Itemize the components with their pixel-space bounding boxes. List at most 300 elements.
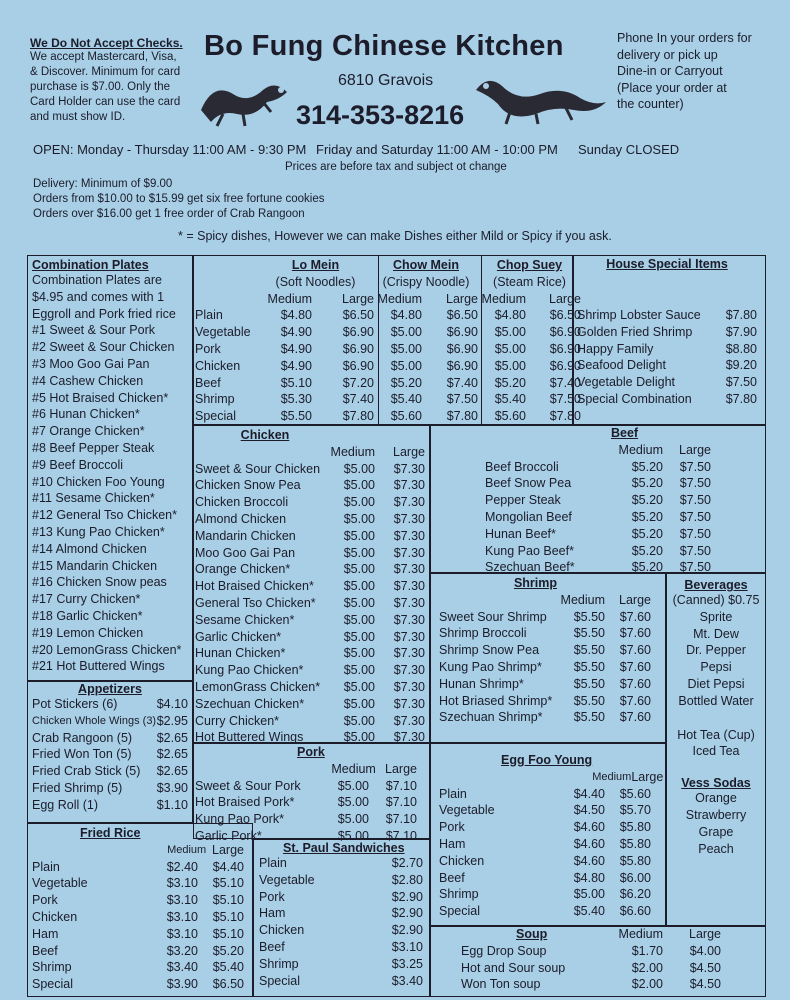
item-price-large: $7.50 xyxy=(679,560,711,575)
item-name: Ham xyxy=(259,906,286,921)
item-name: Egg Roll (1) xyxy=(32,797,98,812)
item-price-medium: $5.00 xyxy=(337,812,369,827)
combination-intro: Combination Plates are xyxy=(32,273,162,287)
item-price-cs_l: $7.50 xyxy=(549,392,581,407)
item-price-medium: $5.00 xyxy=(343,679,375,694)
item-price-lm_l: $7.40 xyxy=(342,392,374,407)
chop-suey-large-label: Large xyxy=(549,291,581,306)
item-name: Moo Goo Gai Pan xyxy=(195,545,296,560)
item-price-medium: $4.60 xyxy=(573,836,605,851)
item-price-medium: $5.00 xyxy=(343,612,375,627)
pork-row xyxy=(195,794,417,811)
spicy-note: * = Spicy dishes, However we can make Dishes either Mild or Spicy if you ask. xyxy=(178,229,612,243)
item-price-large: $5.10 xyxy=(212,876,244,891)
st-paul-table xyxy=(259,855,423,989)
chop-suey-subtitle: (Steam Rice) xyxy=(493,274,566,289)
item-name: Sweet & Sour Pork xyxy=(195,778,301,793)
egg-foo-young-row xyxy=(439,853,651,870)
item-price-lm_m: $5.50 xyxy=(280,409,312,424)
st-paul-row xyxy=(259,905,423,922)
item-name: Vegetable Delight xyxy=(577,375,675,390)
shrimp-section xyxy=(439,575,651,726)
hot-tea: Hot Tea (Cup) xyxy=(677,727,755,742)
item-price-large: $7.50 xyxy=(679,543,711,558)
pork-title: Pork xyxy=(297,745,325,759)
st-paul-row xyxy=(259,973,423,990)
fried-rice-large-label: Large xyxy=(212,842,244,857)
combination-item: #4 Cashew Chicken xyxy=(32,373,144,388)
item-price-medium: $3.40 xyxy=(166,960,198,975)
pork-row xyxy=(195,811,417,828)
item-name: Vegetable xyxy=(439,803,495,818)
lo-mein-subtitle: (Soft Noodles) xyxy=(275,274,356,289)
item-price-cm_l: $7.50 xyxy=(446,392,478,407)
item-price-large: $7.30 xyxy=(393,663,425,678)
item-price-medium: $5.50 xyxy=(573,693,605,708)
item-price-cm_l: $6.90 xyxy=(446,341,478,356)
chicken-row xyxy=(195,578,425,595)
item-name: Curry Chicken* xyxy=(195,713,280,728)
item-price-price: $3.25 xyxy=(391,956,423,971)
item-price-price: $2.65 xyxy=(156,730,188,745)
item-name: Chicken Whole Wings (3) xyxy=(32,714,157,727)
item-name: Beef xyxy=(195,375,221,390)
lo-mein-medium-label: Medium xyxy=(267,291,312,306)
combination-item: #9 Beef Broccoli xyxy=(32,457,124,472)
item-price-price: $7.80 xyxy=(725,308,757,322)
soup-header xyxy=(461,926,721,943)
item-price-lm_m: $4.90 xyxy=(280,325,312,340)
chicken-row xyxy=(195,477,425,494)
item-price-large: $7.30 xyxy=(393,730,425,745)
fried-rice-table xyxy=(32,859,244,993)
item-price-large: $5.10 xyxy=(212,893,244,908)
item-price-large: $4.00 xyxy=(689,943,721,958)
item-price-large: $7.10 xyxy=(385,795,417,810)
item-price-medium: $2.40 xyxy=(166,859,198,874)
item-price-large: $7.30 xyxy=(393,595,425,610)
combination-item: #7 Orange Chicken* xyxy=(32,424,145,439)
chop-suey-medium-label: Medium xyxy=(481,291,526,306)
item-name: Sweet Sour Shrimp xyxy=(439,609,547,624)
chicken-title: Chicken xyxy=(240,428,290,442)
shrimp-row xyxy=(439,659,651,676)
item-price-lm_m: $5.30 xyxy=(280,392,312,407)
pork-medium-label: Medium xyxy=(331,761,376,776)
item-price-lm_l: $6.90 xyxy=(342,325,374,340)
chicken-row xyxy=(195,511,425,528)
soup-title: Soup xyxy=(516,927,548,941)
fried-rice-row xyxy=(32,909,244,926)
item-price-medium: $5.20 xyxy=(631,543,663,558)
item-price-medium: $5.00 xyxy=(337,828,369,843)
item-price-price: $7.80 xyxy=(725,391,757,406)
phone-in-line: (Place your order at xyxy=(617,80,727,95)
item-name: Vegetable xyxy=(195,325,251,340)
item-price-medium: $4.50 xyxy=(573,803,605,818)
beef-section xyxy=(485,425,711,576)
item-name: Szechuan Chicken* xyxy=(195,696,305,711)
item-price-large: $6.00 xyxy=(619,870,651,885)
st-paul-row xyxy=(259,889,423,906)
item-price-price: $3.40 xyxy=(391,973,423,988)
noodle-row xyxy=(195,408,581,425)
item-name: Sweet & Sour Chicken xyxy=(195,461,321,476)
item-price-price: $2.65 xyxy=(156,764,188,779)
item-name: Chicken Snow Pea xyxy=(195,478,301,493)
item-name: Hunan Shrimp* xyxy=(439,676,524,691)
item-price-cs_m: $5.00 xyxy=(494,341,526,356)
item-price-cm_l: $7.80 xyxy=(446,409,478,424)
item-price-large: $7.30 xyxy=(393,696,425,711)
item-name: Kung Pao Beef* xyxy=(485,543,574,558)
canned-drink: Diet Pepsi xyxy=(687,676,745,691)
item-name: Shrimp Snow Pea xyxy=(439,643,540,658)
soup-large-label: Large xyxy=(689,927,721,941)
item-name: Shrimp xyxy=(195,392,235,407)
noodle-row xyxy=(195,324,581,341)
item-name: Golden Fried Shrimp xyxy=(577,324,693,339)
delivery-line: Delivery: Minimum of $9.00 xyxy=(33,178,173,190)
item-price-large: $7.50 xyxy=(679,459,711,474)
egg-foo-young-large-label: Large xyxy=(631,769,664,784)
chicken-row xyxy=(195,645,425,662)
house-special-row xyxy=(577,374,757,391)
item-price-medium: $5.20 xyxy=(631,493,663,508)
chicken-header xyxy=(195,427,425,461)
item-name: Kung Pao Chicken* xyxy=(195,663,304,678)
combination-section xyxy=(32,258,181,675)
item-price-large: $7.60 xyxy=(619,676,651,691)
egg-foo-young-header xyxy=(439,752,663,786)
item-price-large: $5.40 xyxy=(212,960,244,975)
item-price-lm_l: $7.80 xyxy=(342,409,374,424)
phone-in-line: delivery or pick up xyxy=(617,47,718,62)
vess-soda: Strawberry xyxy=(685,807,747,822)
item-name: Almond Chicken xyxy=(195,511,287,526)
shrimp-row xyxy=(439,676,651,693)
item-price-medium: $5.50 xyxy=(573,676,605,691)
item-price-lm_l: $6.90 xyxy=(342,358,374,373)
egg-foo-young-row xyxy=(439,836,651,853)
item-price-large: $7.10 xyxy=(385,828,417,843)
appetizers-table xyxy=(32,696,188,814)
item-price-medium: $2.00 xyxy=(631,977,663,992)
chow-mein-medium-label: Medium xyxy=(377,291,422,306)
item-name: Fried Shrimp (5) xyxy=(32,780,123,795)
delivery-info xyxy=(33,177,325,222)
beef-row xyxy=(485,509,711,526)
item-price-cm_l: $6.50 xyxy=(446,308,478,323)
shrimp-row xyxy=(439,609,651,626)
combination-title: Combination Plates xyxy=(32,258,149,272)
item-price-cs_l: $7.40 xyxy=(549,375,581,390)
item-price-cs_m: $5.40 xyxy=(494,392,526,407)
hours-sunday: Sunday CLOSED xyxy=(578,142,680,157)
fried-rice-title: Fried Rice xyxy=(80,826,141,840)
item-price-large: $5.10 xyxy=(212,926,244,941)
item-price-medium: $5.50 xyxy=(573,626,605,641)
item-price-medium: $5.00 xyxy=(343,495,375,510)
chow-mein-large-label: Large xyxy=(446,291,478,306)
vess-soda: Grape xyxy=(698,824,734,839)
item-name: Beef Snow Pea xyxy=(485,476,572,491)
egg-foo-young-row xyxy=(439,903,651,920)
item-name: Chicken Broccoli xyxy=(195,495,289,510)
chicken-row xyxy=(195,528,425,545)
item-price-large: $7.30 xyxy=(393,478,425,493)
item-price-medium: $5.00 xyxy=(343,730,375,745)
item-price-large: $7.30 xyxy=(393,461,425,476)
item-name: Chicken xyxy=(32,909,78,924)
checks-line: Card Holder can use the card xyxy=(30,96,181,108)
item-price-cs_l: $6.90 xyxy=(549,325,581,340)
item-name: Pepper Steak xyxy=(485,493,561,508)
fried-rice-row xyxy=(32,943,244,960)
checks-line: purchase is $7.00. Only the xyxy=(30,81,170,93)
beef-row xyxy=(485,459,711,476)
item-name: Kung Pao Pork* xyxy=(195,812,284,827)
phone-in-notice xyxy=(617,30,752,113)
item-price-lm_m: $4.90 xyxy=(280,341,312,356)
combination-item: #8 Beef Pepper Steak xyxy=(32,440,155,455)
checks-line: and must show ID. xyxy=(30,111,126,123)
combination-item: #16 Chicken Snow peas xyxy=(32,575,167,590)
item-price-cm_m: $5.40 xyxy=(390,392,422,407)
item-name: Fried Won Ton (5) xyxy=(32,747,132,762)
item-name: Plain xyxy=(439,786,467,801)
chicken-row xyxy=(195,561,425,578)
item-price-medium: $3.20 xyxy=(166,943,198,958)
item-price-large: $7.30 xyxy=(393,713,425,728)
phone-number: 314-353-8216 xyxy=(296,100,465,130)
item-price-large: $7.30 xyxy=(393,495,425,510)
vess-soda: Orange xyxy=(695,791,737,806)
house-special-row xyxy=(577,391,757,408)
soup-row xyxy=(461,976,721,993)
item-price-large: $5.20 xyxy=(212,943,244,958)
appetizer-row xyxy=(32,780,188,797)
appetizers-title: Appetizers xyxy=(78,682,142,696)
item-price-medium: $3.10 xyxy=(166,926,198,941)
item-price-large: $7.50 xyxy=(679,476,711,491)
item-price-large: $7.10 xyxy=(385,812,417,827)
lo-mein-title: Lo Mein xyxy=(291,258,340,272)
shrimp-medium-label: Medium xyxy=(560,592,605,607)
item-price-medium: $5.00 xyxy=(343,562,375,577)
checks-title: We Do Not Accept Checks. xyxy=(30,36,183,50)
combination-item: #2 Sweet & Sour Chicken xyxy=(32,340,175,355)
item-price-price: $2.90 xyxy=(391,923,423,938)
combination-item: #1 Sweet & Sour Pork xyxy=(32,323,155,338)
pork-row xyxy=(195,778,417,795)
item-price-medium: $5.50 xyxy=(573,710,605,725)
appetizer-row xyxy=(32,696,188,713)
item-price-price: $2.65 xyxy=(156,747,188,762)
item-price-medium: $5.20 xyxy=(631,509,663,524)
item-price-large: $7.50 xyxy=(679,493,711,508)
item-price-price: $1.10 xyxy=(156,797,188,812)
fried-rice-row xyxy=(32,926,244,943)
item-name: Shrimp Broccoli xyxy=(439,626,527,641)
item-price-large: $5.10 xyxy=(212,909,244,924)
appetizer-row xyxy=(32,763,188,780)
soup-section xyxy=(461,926,721,993)
chow-mein-title: Chow Mein xyxy=(393,258,459,272)
delivery-line: Orders over $16.00 get 1 free order of Crab Rangoon xyxy=(33,208,305,220)
item-name: Hot Briased Shrimp* xyxy=(439,693,553,708)
canned-drink: Mt. Dew xyxy=(693,626,739,641)
item-name: Shrimp xyxy=(259,956,299,971)
restaurant-name: Bo Fung Chinese Kitchen xyxy=(204,30,564,62)
combination-item: #15 Mandarin Chicken xyxy=(32,558,158,573)
item-price-lm_m: $4.80 xyxy=(280,308,312,323)
item-name: Beef xyxy=(259,939,285,954)
checks-line: We accept Mastercard, Visa, xyxy=(30,51,177,63)
item-price-large: $7.30 xyxy=(393,511,425,526)
item-price-cs_l: $6.90 xyxy=(549,358,581,373)
st-paul-row xyxy=(259,939,423,956)
item-price-cs_m: $5.00 xyxy=(494,325,526,340)
item-price-large: $7.30 xyxy=(393,629,425,644)
item-name: Hunan Chicken* xyxy=(195,646,286,661)
phone-in-line: the counter) xyxy=(617,97,684,111)
item-price-medium: $3.10 xyxy=(166,893,198,908)
item-name: Pork xyxy=(32,893,58,908)
item-price-cs_m: $5.00 xyxy=(494,358,526,373)
item-name: Hunan Beef* xyxy=(485,526,556,541)
item-name: Mongolian Beef xyxy=(485,509,572,524)
chicken-row xyxy=(195,713,425,730)
chop-suey-title: Chop Suey xyxy=(496,258,563,272)
item-price-cm_m: $5.00 xyxy=(390,358,422,373)
shrimp-title: Shrimp xyxy=(513,576,557,590)
st-paul-row xyxy=(259,922,423,939)
item-name: Special xyxy=(439,904,480,919)
shrimp-row xyxy=(439,709,651,726)
beef-title: Beef xyxy=(611,426,639,440)
lo-mein-large-label: Large xyxy=(342,291,374,306)
st-paul-row xyxy=(259,855,423,872)
item-price-medium: $4.40 xyxy=(573,786,605,801)
item-price-medium: $4.80 xyxy=(573,870,605,885)
combination-item: #10 Chicken Foo Young xyxy=(32,474,165,489)
item-price-price: $2.90 xyxy=(391,906,423,921)
house-special-row xyxy=(577,307,757,324)
noodle-row xyxy=(195,341,581,358)
appetizer-row xyxy=(32,797,188,814)
item-price-large: $7.60 xyxy=(619,693,651,708)
item-name: Ham xyxy=(32,926,59,941)
item-price-large: $4.50 xyxy=(689,977,721,992)
combination-item: #12 General Tso Chicken* xyxy=(32,508,177,523)
noodle-row xyxy=(195,375,581,392)
item-price-cm_m: $5.00 xyxy=(390,325,422,340)
item-name: Hot and Sour soup xyxy=(461,960,566,975)
chicken-row xyxy=(195,679,425,696)
item-price-large: $7.10 xyxy=(385,778,417,793)
vess-list xyxy=(666,790,766,857)
dragon-right-icon xyxy=(470,68,610,128)
item-price-lm_m: $4.90 xyxy=(280,358,312,373)
shrimp-row xyxy=(439,693,651,710)
beef-table xyxy=(485,459,711,577)
item-price-large: $7.30 xyxy=(393,679,425,694)
item-price-large: $4.50 xyxy=(689,960,721,975)
soup-table xyxy=(461,943,721,993)
egg-foo-young-row xyxy=(439,886,651,903)
item-name: Hot Braised Pork* xyxy=(195,795,295,810)
fried-rice-row xyxy=(32,976,244,993)
item-price-medium: $3.10 xyxy=(166,876,198,891)
egg-foo-young-row xyxy=(439,802,651,819)
item-price-medium: $5.00 xyxy=(343,646,375,661)
item-price-price: $7.50 xyxy=(725,375,757,390)
item-name: Won Ton soup xyxy=(461,977,541,992)
item-name: Orange Chicken* xyxy=(195,562,291,577)
chicken-table xyxy=(195,461,425,747)
item-name: Special Combination xyxy=(577,391,692,406)
beverages-title: Beverages xyxy=(684,578,748,592)
beef-medium-label: Medium xyxy=(618,442,663,457)
item-price-cm_m: $5.00 xyxy=(390,341,422,356)
item-price-price: $7.90 xyxy=(725,324,757,339)
vess-soda: Peach xyxy=(698,841,734,856)
item-price-lm_l: $6.50 xyxy=(342,308,374,323)
item-price-price: $3.10 xyxy=(391,939,423,954)
fried-rice-row xyxy=(32,875,244,892)
item-name: Garlic Chicken* xyxy=(195,629,282,644)
pork-large-label: Large xyxy=(385,761,417,776)
item-name: Vegetable xyxy=(32,876,88,891)
soup-row xyxy=(461,960,721,977)
combination-item: #13 Kung Pao Chicken* xyxy=(32,524,165,539)
item-price-medium: $5.00 xyxy=(343,595,375,610)
item-price-large: $5.80 xyxy=(619,853,651,868)
item-price-medium: $4.60 xyxy=(573,853,605,868)
item-name: Hot Braised Chicken* xyxy=(195,579,314,594)
item-price-price: $2.90 xyxy=(391,889,423,904)
item-name: Egg Drop Soup xyxy=(461,943,547,958)
item-price-price: $2.70 xyxy=(391,856,423,870)
item-price-large: $6.20 xyxy=(619,887,651,902)
item-name: Happy Family xyxy=(577,341,654,356)
item-price-large: $7.60 xyxy=(619,609,651,624)
chicken-medium-label: Medium xyxy=(330,444,375,459)
item-price-medium: $5.00 xyxy=(343,579,375,594)
item-name: Plain xyxy=(259,856,287,870)
combination-item: #3 Moo Goo Gai Pan xyxy=(32,356,150,371)
item-name: Pork xyxy=(195,341,221,356)
item-price-price: $8.80 xyxy=(725,341,757,356)
house-special-title: House Special Items xyxy=(606,257,728,271)
item-name: Chicken xyxy=(259,923,305,938)
house-special-row xyxy=(577,324,757,341)
item-price-large: $7.60 xyxy=(619,659,651,674)
st-paul-title: St. Paul Sandwiches xyxy=(283,841,405,855)
item-price-cs_l: $6.50 xyxy=(549,308,581,323)
item-name: Vegetable xyxy=(259,872,315,887)
item-price-medium: $5.00 xyxy=(343,713,375,728)
shrimp-row xyxy=(439,625,651,642)
item-price-cs_m: $4.80 xyxy=(494,308,526,323)
item-name: Seafood Delight xyxy=(577,358,666,373)
item-name: Chicken xyxy=(195,358,241,373)
fried-rice-row xyxy=(32,959,244,976)
shrimp-header xyxy=(439,575,651,609)
item-price-price: $2.95 xyxy=(156,713,188,728)
fried-rice-row xyxy=(32,892,244,909)
